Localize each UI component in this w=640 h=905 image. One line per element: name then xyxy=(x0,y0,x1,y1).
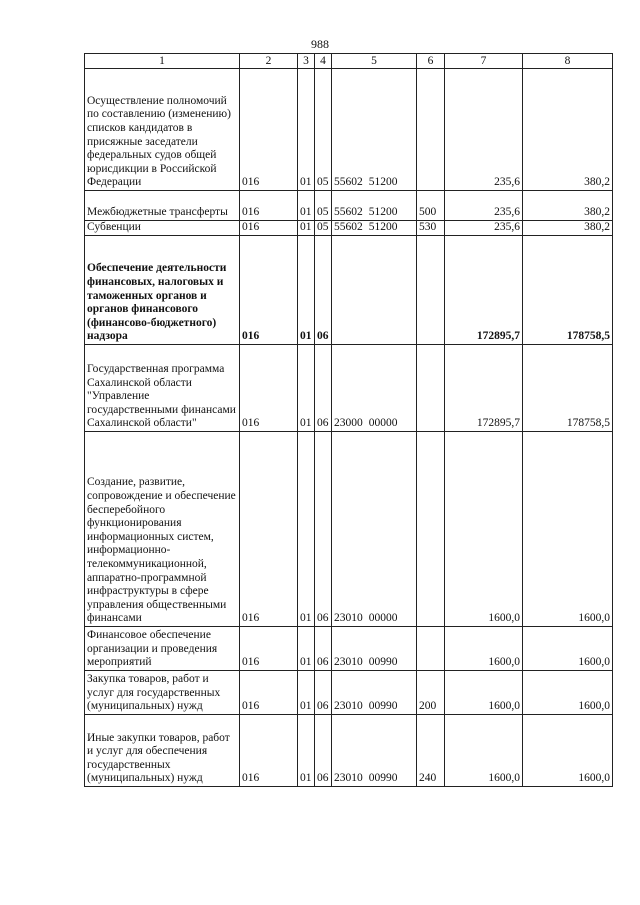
target-article-program: 55602 xyxy=(334,221,363,234)
table-row xyxy=(85,345,613,432)
subsection-code-cell: 06 xyxy=(315,627,332,671)
page-number: 988 xyxy=(311,37,329,51)
target-article-program: 23010 xyxy=(334,700,363,713)
expense-type-cell: 530 xyxy=(417,221,445,236)
header-cell: 2 xyxy=(240,54,298,69)
target-article-cell xyxy=(332,191,417,221)
section-code-cell: 01 xyxy=(298,345,315,432)
target-article-program: 55602 xyxy=(334,176,363,189)
subsection-code-cell: 06 xyxy=(315,715,332,787)
section-code-cell: 01 xyxy=(298,221,315,236)
section-code-cell: 01 xyxy=(298,432,315,627)
ministry-code-cell: 016 xyxy=(240,221,298,236)
target-article-direction: 00990 xyxy=(368,656,398,669)
amount-year2-cell: 380,2 xyxy=(523,221,613,236)
amount-year2-cell: 1600,0 xyxy=(523,715,613,787)
target-article-direction: 51200 xyxy=(368,176,398,189)
target-article-cell xyxy=(332,627,417,671)
ministry-code-cell: 016 xyxy=(240,69,298,191)
expense-type-cell: 500 xyxy=(417,191,445,221)
table-row xyxy=(85,191,613,221)
expense-type-cell xyxy=(417,627,445,671)
header-cell: 5 xyxy=(332,54,417,69)
ministry-code-cell: 016 xyxy=(240,236,298,345)
subsection-code-cell: 06 xyxy=(315,671,332,715)
subsection-code-cell: 05 xyxy=(315,221,332,236)
section-code-cell: 01 xyxy=(298,715,315,787)
target-article-cell xyxy=(332,69,417,191)
ministry-code-cell: 016 xyxy=(240,671,298,715)
target-article-program: 23010 xyxy=(334,656,363,669)
expense-type-cell: 200 xyxy=(417,671,445,715)
target-article-program: 23000 xyxy=(334,417,363,430)
ministry-code-cell: 016 xyxy=(240,432,298,627)
target-article-direction: 00990 xyxy=(368,700,398,713)
budget-table xyxy=(84,53,613,787)
amount-year1-cell: 1600,0 xyxy=(445,432,523,627)
amount-year1-cell: 235,6 xyxy=(445,221,523,236)
target-article-direction: 00990 xyxy=(368,772,398,785)
target-article-direction: 51200 xyxy=(368,206,398,219)
table-row xyxy=(85,221,613,236)
target-article-direction: 51200 xyxy=(368,221,398,234)
table-row xyxy=(85,432,613,627)
expense-type-cell xyxy=(417,236,445,345)
section-code-cell: 01 xyxy=(298,671,315,715)
row-name-cell: Закупка товаров, работ и услуг для государственных (муниципальных) нужд xyxy=(85,671,240,715)
target-article-cell xyxy=(332,715,417,787)
amount-year1-cell: 172895,7 xyxy=(445,345,523,432)
section-code-cell: 01 xyxy=(298,69,315,191)
section-code-cell: 01 xyxy=(298,236,315,345)
header-cell: 3 xyxy=(298,54,315,69)
target-article-program: 23010 xyxy=(334,612,363,625)
target-article-program: 23010 xyxy=(334,772,363,785)
expense-type-cell xyxy=(417,69,445,191)
expense-type-cell xyxy=(417,345,445,432)
subsection-code-cell: 06 xyxy=(315,236,332,345)
row-name-cell: Обеспечение деятельности финансовых, налоговых и таможенных органов и органов финансового (финансово-бюджетного) надзора xyxy=(85,236,240,345)
target-article-cell xyxy=(332,221,417,236)
row-name-cell: Иные закупки товаров, работ и услуг для обеспечения государственных (муниципальных) нужд xyxy=(85,715,240,787)
header-cell: 8 xyxy=(523,54,613,69)
expense-type-cell: 240 xyxy=(417,715,445,787)
subsection-code-cell: 05 xyxy=(315,69,332,191)
ministry-code-cell: 016 xyxy=(240,345,298,432)
header-cell: 6 xyxy=(417,54,445,69)
header-cell: 4 xyxy=(315,54,332,69)
subsection-code-cell: 05 xyxy=(315,191,332,221)
target-article-cell xyxy=(332,671,417,715)
row-name-cell: Создание, развитие, сопровождение и обеспечение бесперебойного функционирования информационных систем, информационно-телекоммуникационной, аппаратно-программной инфраструктуры в сфере управления общественными финансами xyxy=(85,432,240,627)
ministry-code-cell: 016 xyxy=(240,627,298,671)
header-cell: 1 xyxy=(85,54,240,69)
row-name-cell: Государственная программа Сахалинской области "Управление государственными финансами Сахалинской области" xyxy=(85,345,240,432)
amount-year2-cell: 1600,0 xyxy=(523,627,613,671)
amount-year1-cell: 1600,0 xyxy=(445,671,523,715)
amount-year1-cell: 235,6 xyxy=(445,69,523,191)
target-article-direction: 00000 xyxy=(368,417,398,430)
table-header-row xyxy=(85,54,613,69)
ministry-code-cell: 016 xyxy=(240,715,298,787)
subsection-code-cell: 06 xyxy=(315,345,332,432)
row-name-cell: Межбюджетные трансферты xyxy=(85,191,240,221)
amount-year2-cell: 1600,0 xyxy=(523,432,613,627)
target-article-cell xyxy=(332,345,417,432)
amount-year2-cell: 178758,5 xyxy=(523,236,613,345)
ministry-code-cell: 016 xyxy=(240,191,298,221)
amount-year1-cell: 172895,7 xyxy=(445,236,523,345)
row-name-cell: Осуществление полномочий по составлению (изменению) списков кандидатов в присяжные заседатели федеральных судов общей юрисдикции в Российской Федерации xyxy=(85,69,240,191)
section-code-cell: 01 xyxy=(298,627,315,671)
table-row xyxy=(85,715,613,787)
amount-year1-cell: 1600,0 xyxy=(445,627,523,671)
table-row xyxy=(85,69,613,191)
amount-year1-cell: 1600,0 xyxy=(445,715,523,787)
subsection-code-cell: 06 xyxy=(315,432,332,627)
amount-year2-cell: 178758,5 xyxy=(523,345,613,432)
row-name-cell: Финансовое обеспечение организации и проведения мероприятий xyxy=(85,627,240,671)
amount-year1-cell: 235,6 xyxy=(445,191,523,221)
header-cell: 7 xyxy=(445,54,523,69)
amount-year2-cell: 380,2 xyxy=(523,191,613,221)
target-article-direction: 00000 xyxy=(368,612,398,625)
row-name-cell: Субвенции xyxy=(85,221,240,236)
section-code-cell: 01 xyxy=(298,191,315,221)
amount-year2-cell: 380,2 xyxy=(523,69,613,191)
amount-year2-cell: 1600,0 xyxy=(523,671,613,715)
table-row xyxy=(85,627,613,671)
target-article-cell xyxy=(332,236,417,345)
table-row xyxy=(85,671,613,715)
expense-type-cell xyxy=(417,432,445,627)
table-row xyxy=(85,236,613,345)
target-article-cell xyxy=(332,432,417,627)
target-article-program: 55602 xyxy=(334,206,363,219)
